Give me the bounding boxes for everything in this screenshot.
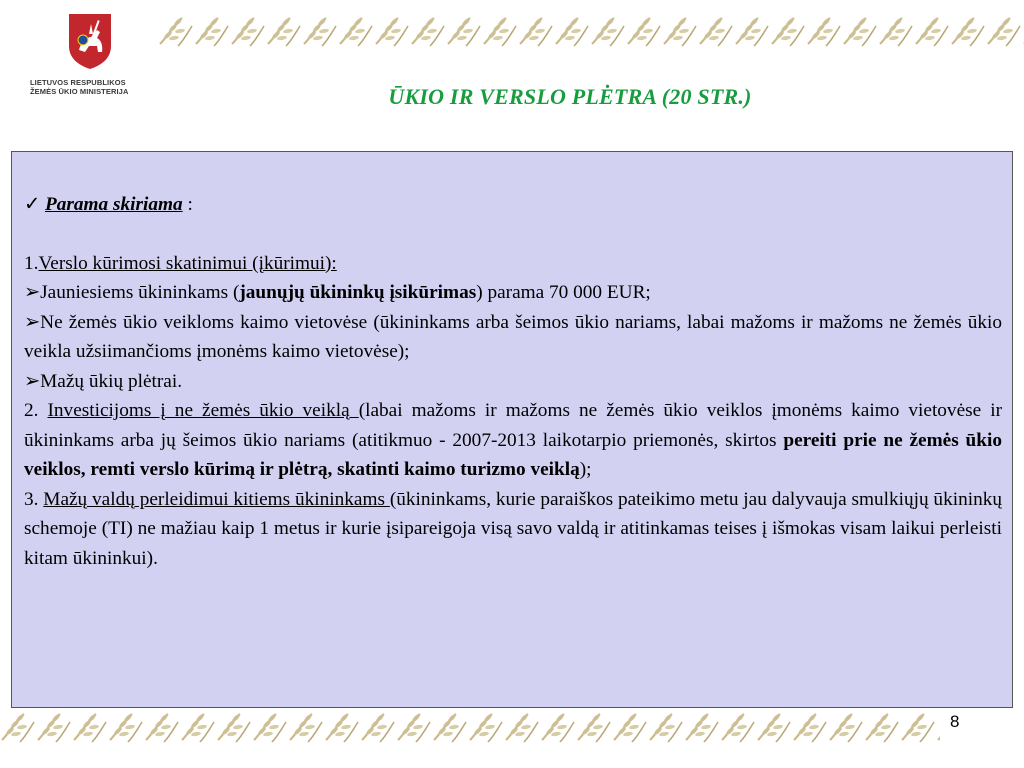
section-1-number: 1. <box>24 252 39 274</box>
section-2-number: 2. <box>24 400 48 421</box>
bullet-2-text: Ne žemės ūkio veikloms kaimo vietovėse (ūkininkams arba šeimos ūkio nariams, labai mažoms ir mažoms ne žemės ūkio veikla užsiimančioms įmonėms kaimo vietovėse); <box>24 311 1002 362</box>
bullet-1-suffix: ) parama 70 000 EUR; <box>476 282 651 303</box>
check-icon: ✓ <box>24 194 41 215</box>
section-2-text: (labai mažoms ir mažoms ne žemės ūkio veiklos įmonėms kaimo vietovėse ir ūkininkams arba jų šeimos ūkio nariams (atitikmuo - 2007-2013 laikotarpio priemonės, skirtos <box>24 400 1003 451</box>
section-2-paragraph <box>24 396 1002 485</box>
bullet-item-small-farms <box>24 367 1002 397</box>
ministry-logo <box>30 12 150 102</box>
section-3-text: (ūkininkams, kurie paraiškos pateikimo metu jau dalyvauja smulkiųjų ūkininkų schemoje (TI) ne mažiau kaip 1 metus ir kurie įsipareigoja visą savo valdą ir atitinkamas teises į išmokas visam laikui perleisti kitam ūkininkui). <box>24 488 1002 569</box>
support-heading-label: Parama skiriama <box>44 194 183 215</box>
section-2-bold: pereiti prie ne žemės ūkio veiklos, remti verslo kūrimą ir plėtrą, skatinti kaimo turizmo veiklą <box>24 429 1002 480</box>
page-number: 8 <box>950 712 960 731</box>
bullet-1-bold: jaunųjų ūkininkų įsikūrimas <box>239 282 477 303</box>
section-1-heading <box>24 249 1002 279</box>
wheat-border-top <box>158 14 1024 48</box>
ministry-name <box>30 78 150 96</box>
wheat-border-bottom <box>0 710 940 744</box>
bullet-1-prefix: Jauniesiems ūkininkams ( <box>40 282 240 303</box>
section-3-title: Mažų valdų perleidimui kitiems ūkininkams <box>43 488 390 510</box>
bullet-item-young-farmers <box>24 278 1002 308</box>
page-title: ŪKIO IR VERSLO PLĖTRA (20 STR.) <box>388 84 752 109</box>
support-heading <box>24 190 1002 220</box>
bullet-item-non-agricultural <box>24 308 1002 367</box>
section-3-paragraph <box>24 485 1002 574</box>
arrow-bullet-icon: ➢ <box>24 282 41 303</box>
section-1-title: Verslo kūrimosi skatinimui (įkūrimui): <box>38 252 337 274</box>
arrow-bullet-icon: ➢ <box>24 311 41 333</box>
section-2-end: ); <box>579 459 592 480</box>
section-3-number: 3. <box>24 488 44 510</box>
bullet-3-text: Mažų ūkių plėtrai. <box>40 370 183 392</box>
section-2-title: Investicijoms į ne žemės ūkio veiklą <box>47 400 359 421</box>
arrow-bullet-icon: ➢ <box>24 370 41 392</box>
content-text <box>24 190 1002 573</box>
content-panel <box>11 151 1013 708</box>
support-heading-colon: : <box>187 194 193 215</box>
ministry-name-line1: LIETUVOS RESPUBLIKOS <box>30 78 126 87</box>
vytis-coat-of-arms-icon <box>67 12 113 70</box>
spacer <box>24 220 1002 249</box>
ministry-name-line2: ŽEMĖS ŪKIO MINISTERIJA <box>30 87 129 96</box>
